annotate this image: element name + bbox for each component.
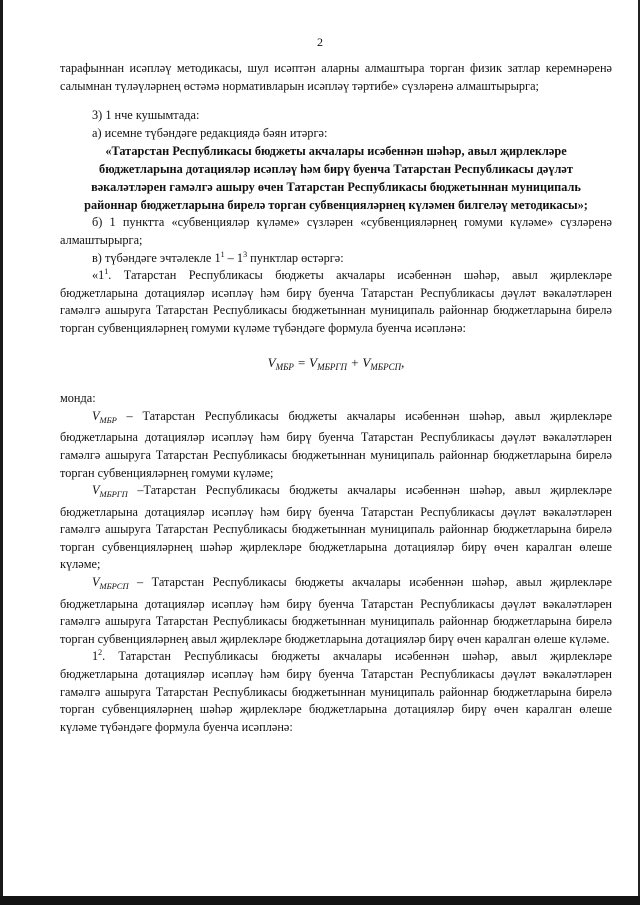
formula-term-1-sub: МБРГП [317,361,348,372]
formula [60,354,612,377]
formula-end: , [401,354,405,370]
v-mbr-sub: МБР [99,414,117,425]
definition-v-mbrgp [60,482,612,574]
subitem-v-sup1: 1 [220,249,225,259]
subitem-v-tail: пунктлар өстәргә: [247,250,344,265]
paragraph-subitem-b: б) 1 пунктта «субвенцияләр күләме» сүзләрен «субвенцияләрнең гомуми күләме» сүзләренә алмаштырырга; [60,215,612,247]
formula-term-1-var: V [309,354,318,370]
point-1-1-lead: «1 [92,268,105,283]
formula-term-2-sub: МБРСП [370,361,402,372]
subitem-v-dash: – 1 [224,250,244,265]
formula-lhs-sub: МБР [275,361,294,372]
point-1-1-text: . Татарстан Республикасы бюджеты акчалары исәбеннән шәһәр, авыл җирлекләре бюджетларына дотацияләр исәпләү һәм бирү буенча Татарстан Республикасы дәүләт вәкаләтләрен гамәлгә ашыруга Татарстан Республикасы бюджетыннан муниципаль районнар бюджетларына бирелә торган субвенцияләрнең гомуми күләме түбәндәге формула буенча исәпләнә: [60,268,612,335]
paragraph-point-1-2 [60,648,612,736]
formula-equals: = [293,354,310,370]
definition-v-mbr [60,408,612,482]
formula-term-2-var: V [362,354,371,370]
formula-plus: + [347,354,363,370]
definition-v-mbrgp-text: –Татарстан Республикасы бюджеты акчалары исәбеннән шәһәр, авыл җирлекләре бюджетларына дотацияләр исәпләү һәм бирү буенча Татарстан Республикасы дәүләт вәкаләтләрен гамәлгә ашыруга Татарстан Республикасы бюджетыннан муниципаль районнар бюджетларына бирелә торган субвенцияләрнең шәһәр җирлекләре бюджетларына дотацияләр бирү өчен каралган өлеше күләме; [60,483,612,572]
definition-v-mbr-text: – Татарстан Республикасы бюджеты акчалары исәбеннән шәһәр, авыл җирлекләре бюджетларына дотацияләр исәпләү һәм бирү буенча Татарстан Республикасы дәүләт вәкаләтләрен гамәлгә ашыруга Татарстан Республикасы бюджетыннан муниципаль районнар бюджетларына бирелә торган субвенцияләрнең гомуми күләме; [60,408,612,480]
point-1-2-sup: 2 [98,648,103,658]
subitem-v-sup2: 3 [243,249,248,259]
definition-v-mbrsp-text: – Татарстан Республикасы бюджеты акчалары исәбеннән шәһәр, авыл җирлекләре бюджетларына дотацияләр исәпләү һәм бирү буенча Татарстан Республикасы дәүләт вәкаләтләрен гамәлгә ашыруга Татарстан Республикасы бюджетыннан муниципаль районнар бюджетларына бирелә торган субвенцияләрнең авыл җирлекләре бюджетларына дотацияләр бирү өчен каралган өлеше күләме. [60,575,612,646]
formula-term-1 [309,355,347,370]
paragraph-subitem-a: а) исемне түбәндәге редакциядә бәян итәргә: [92,125,328,140]
v-mbrgp-sub: МБРГП [99,489,128,500]
v-mbr-letter: V [92,408,100,423]
point-1-2-lead: 1 [92,649,99,664]
v-mbrgp-letter: V [92,483,100,498]
v-mbrsp-sub: МБРСП [99,581,129,592]
definition-v-mbrsp-symbol [92,575,129,592]
scan-edge-bottom [0,896,640,905]
paragraph-point-1-1 [60,267,612,337]
formula-term-2 [362,355,401,370]
formula-lhs-var: V [267,354,276,370]
definition-v-mbrgp-symbol [92,483,128,500]
scan-edge-left [0,0,3,905]
paragraph-continuation: тарафыннан исәпләү методикасы, шул исәптән аларны алмаштыра торган физик затлар керемнәренә салымнан түләүләрнең өстәмә нормативларын исәпләү тәртибе» сүзләренә алмаштырырга; [60,61,612,93]
methodology-title: «Татарстан Республикасы бюджеты акчалары исәбеннән шәһәр, авыл җирлекләре бюджетларына дотацияләр исәпләү һәм бирү буенча Татарстан Республикасы дәүләт вәкаләтләрен гамәлгә ашыру өчен Татарстан Республикасы бюджетыннан муниципаль районнар бюджетларына бирелә торган субвенцияләрнең күләмен билгеләү методикасы»; [84,144,588,213]
point-1-2-text: . Татарстан Республикасы бюджеты акчалары исәбеннән шәһәр, авыл җирлекләре бюджетларына дотацияләр исәпләү һәм бирү буенча Татарстан Республикасы дәүләт вәкаләтләрен гамәлгә ашыруга Татарстан Республикасы бюджетыннан муниципаль районнар бюджетларына бирелә торган субвенцияләрнең шәһәр җирлекләре бюджетларына дотацияләр бирү өчен каралган өлеше күләме түбәндәге формула буенча исәпләнә: [60,649,612,734]
subitem-v-lead: в) түбәндәге эчтәлекле 1 [92,250,221,265]
formula-lhs [268,355,294,370]
where-label: монда: [60,391,96,406]
point-1-1-sup: 1 [104,267,109,277]
page-number: 2 [317,35,323,49]
definition-v-mbrsp [60,574,612,648]
paragraph-subitem-v [60,250,612,268]
document-body [60,60,612,736]
paragraph-item-3: 3) 1 нче кушымтада: [92,108,200,123]
v-mbrsp-letter: V [92,575,100,590]
definition-v-mbr-symbol [92,409,117,423]
